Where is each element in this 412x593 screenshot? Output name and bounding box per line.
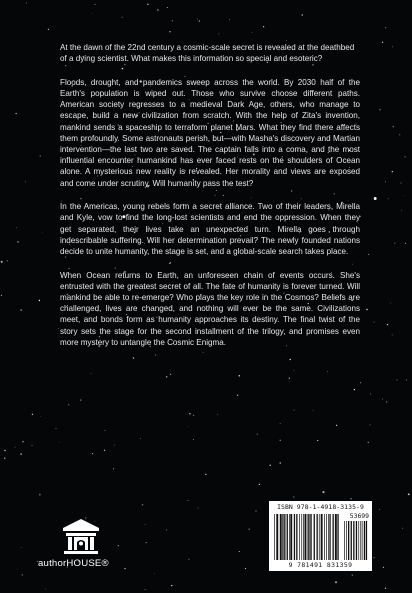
- star: [199, 20, 200, 21]
- barcode-bar: [337, 514, 338, 560]
- star: [245, 568, 246, 569]
- star: [172, 20, 173, 21]
- barcode-bar: [326, 514, 327, 560]
- star: [401, 210, 402, 211]
- star: [368, 254, 369, 255]
- star: [39, 494, 41, 496]
- star: [229, 19, 230, 20]
- barcode-bar: [289, 514, 290, 560]
- star: [68, 404, 69, 405]
- star: [31, 445, 32, 446]
- star: [286, 40, 287, 41]
- star: [387, 324, 388, 325]
- star: [280, 423, 281, 424]
- star: [193, 415, 194, 416]
- star: [39, 300, 40, 301]
- star: [302, 14, 303, 15]
- star: [197, 19, 198, 20]
- barcode-bar: [321, 514, 323, 560]
- barcode-addon-bar: [362, 521, 363, 560]
- star: [393, 126, 394, 127]
- star: [188, 500, 189, 501]
- star: [80, 399, 81, 400]
- star: [4, 457, 5, 458]
- isbn-label: ISBN 978-1-4918-3135-9: [277, 503, 364, 511]
- star: [239, 375, 240, 376]
- star: [170, 374, 171, 375]
- star: [59, 442, 60, 443]
- star: [140, 438, 141, 439]
- star: [21, 547, 22, 548]
- barcode-digits: 9 781491 831359: [288, 561, 353, 569]
- barcode-bar: [274, 514, 275, 560]
- star: [313, 410, 314, 411]
- barcode-bar: [299, 514, 300, 560]
- barcode-addon-bar: [346, 521, 347, 560]
- star: [382, 42, 383, 43]
- star: [366, 309, 367, 310]
- star: [48, 29, 49, 30]
- barcode-bar: [328, 514, 329, 560]
- star: [145, 524, 146, 525]
- blurb-paragraph-3: In the Americas, young rebels form a secret alliance. Two of their leaders, Mirella and Kyle, vow to find the long-lost scientists and end the oppression. When they get separated, their lives take an unexpected turn. Mirella goes through indescribable suffering. Will her determination prevail? The newly founded nations decide to unite humanity, the stage is set, and a global-scale search takes place.: [60, 202, 360, 257]
- star: [16, 227, 17, 228]
- star: [374, 557, 375, 558]
- star: [294, 370, 295, 371]
- barcode-bar: [294, 514, 295, 560]
- barcode-bar: [317, 514, 318, 560]
- star: [280, 462, 281, 463]
- star: [317, 440, 318, 441]
- price-code: 53699: [349, 512, 369, 520]
- star: [205, 474, 206, 475]
- star: [392, 171, 393, 172]
- star: [55, 428, 56, 429]
- star: [374, 197, 377, 200]
- star: [189, 413, 190, 414]
- star: [146, 542, 147, 543]
- star: [388, 198, 389, 199]
- star: [92, 453, 93, 454]
- star: [157, 9, 158, 10]
- barcode-addon-bar: [348, 521, 349, 560]
- star: [382, 399, 383, 400]
- star: [113, 468, 114, 469]
- star: [293, 496, 294, 497]
- star: [105, 430, 106, 431]
- star: [58, 328, 59, 329]
- barcode-addon-bar: [366, 521, 367, 560]
- star: [327, 371, 328, 372]
- star: [259, 484, 260, 485]
- star: [370, 424, 371, 425]
- star: [167, 7, 168, 8]
- star: [379, 109, 380, 110]
- barcode-bar: [303, 514, 304, 560]
- star: [385, 588, 386, 589]
- star: [154, 573, 155, 574]
- star: [104, 450, 105, 451]
- star: [114, 444, 115, 445]
- star: [94, 4, 95, 5]
- barcode-bar: [330, 514, 331, 560]
- barcode-addon-bar: [353, 521, 354, 560]
- blurb-paragraph-1: At the dawn of the 22nd century a cosmic-scale secret is revealed at the deathbed of a dying scientist. What makes this information so special and esoteric?: [60, 43, 355, 64]
- star: [280, 440, 281, 441]
- star: [90, 373, 91, 374]
- barcode-addon-bar: [360, 521, 361, 560]
- star: [394, 243, 395, 244]
- star: [399, 134, 400, 135]
- star: [336, 425, 337, 426]
- star: [374, 322, 375, 323]
- star: [142, 504, 143, 505]
- star: [383, 567, 384, 568]
- barcode-bar: [301, 514, 302, 560]
- star: [379, 560, 380, 561]
- star: [249, 529, 250, 530]
- barcode-bar: [308, 514, 309, 560]
- barcode-addon-bar: [358, 521, 359, 560]
- barcode-bar: [282, 514, 283, 560]
- star: [386, 401, 387, 402]
- star: [166, 530, 167, 531]
- barcode-addon-bar: [364, 521, 365, 560]
- star: [379, 509, 380, 510]
- star: [408, 493, 410, 495]
- authorhouse-logo-icon: [61, 518, 101, 555]
- star: [40, 416, 41, 417]
- star: [396, 379, 397, 380]
- star: [145, 589, 146, 590]
- star: [217, 414, 218, 415]
- star: [188, 426, 189, 427]
- star: [1, 295, 2, 296]
- star: [15, 113, 16, 114]
- star: [91, 14, 92, 15]
- star: [335, 581, 337, 583]
- star: [169, 31, 170, 32]
- star: [406, 379, 407, 380]
- star: [22, 441, 23, 442]
- star: [198, 507, 199, 508]
- star: [401, 182, 402, 183]
- star: [15, 447, 16, 448]
- blurb-paragraph-4: When Ocean returns to Earth, an unforeseen chain of events occurs. She's entrusted with the greatest secret of all. The fate of humanity is forever turned. Will mankind be able to re-emerge? Who plays the key role in the Cosmos? Beliefs are challenged, lives are changed, and nothing will ever be the same. Civilizations meet, and bonds form as humanity approaches its destiny. The final twist of the story sets the stage for the second installment of the trilogy, and promises even more mystery to untangle the Cosmic Enigma.: [60, 270, 360, 347]
- star: [193, 439, 194, 440]
- barcode-bar: [287, 514, 288, 560]
- star: [322, 491, 324, 493]
- star: [402, 528, 403, 529]
- star: [405, 243, 406, 244]
- star: [289, 377, 290, 378]
- star: [370, 394, 371, 395]
- barcode-bar: [296, 514, 297, 560]
- star: [255, 511, 256, 512]
- star: [252, 32, 253, 33]
- barcode-addon-bar: [351, 521, 352, 560]
- barcode-addon-bar: [356, 521, 357, 560]
- star: [263, 26, 264, 27]
- star: [166, 376, 167, 377]
- star: [385, 27, 386, 28]
- star: [21, 309, 22, 310]
- barcode-bar: [335, 514, 337, 560]
- barcode-bar: [309, 514, 310, 560]
- star: [257, 434, 258, 435]
- star: [385, 181, 386, 182]
- star: [360, 216, 361, 217]
- star: [171, 585, 172, 586]
- publisher-logo: [38, 518, 128, 574]
- star: [26, 2, 27, 3]
- star: [45, 589, 46, 590]
- star: [4, 450, 5, 451]
- star: [405, 156, 406, 157]
- star: [32, 414, 33, 415]
- barcode-bar: [284, 514, 285, 560]
- star: [294, 410, 295, 411]
- star: [392, 334, 393, 335]
- barcode-bars: [272, 513, 369, 561]
- barcode-bar: [333, 514, 334, 560]
- star: [25, 181, 26, 182]
- star: [390, 303, 391, 304]
- star: [360, 382, 361, 383]
- star: [147, 4, 148, 5]
- barcode-bar: [324, 514, 325, 560]
- star: [219, 34, 220, 35]
- barcode-bar: [290, 514, 292, 560]
- star: [270, 465, 271, 466]
- star: [122, 17, 123, 18]
- star: [17, 241, 18, 242]
- star: [7, 260, 8, 261]
- publisher-name: authorHOUSE®: [38, 558, 109, 569]
- star: [403, 195, 404, 196]
- star: [20, 453, 21, 454]
- star: [352, 575, 353, 576]
- star: [39, 155, 40, 156]
- star: [42, 232, 43, 233]
- barcode-addon-bar: [344, 521, 345, 560]
- barcode-bar: [305, 514, 307, 560]
- star: [354, 389, 355, 390]
- star: [188, 559, 189, 560]
- star: [350, 498, 351, 499]
- star: [239, 551, 240, 552]
- barcode-bar: [319, 514, 320, 560]
- star: [368, 442, 369, 443]
- star: [237, 395, 238, 396]
- barcode-bar: [314, 514, 315, 560]
- star: [392, 47, 393, 48]
- star: [1, 261, 3, 263]
- back-cover-blurb: [60, 42, 360, 360]
- blurb-paragraph-2: Floods, drought, and pandemics sweep across the world. By 2030 half of the Earth's population is wiped out. Those who survive choose different paths. American society regresses to a medieval Dark Age, others, who manage to escape, build a new civilization from scratch. With the help of Zita's invention, mankind sends a spaceship to terraform planet Mars. What they find there affects them profoundly. Some astronauts perish, but—with Masha's discovery and Martian intervention—the last two are saved. The captain falls into a coma, and the most influential encounter humankind has ever faced rests on the shoulders of Ocean alone. A mysterious new reality is revealed. Her morality and views are exposed and come under scrutiny. Will humanity pass the test?: [60, 77, 360, 188]
- barcode-bar: [276, 514, 278, 560]
- barcode-bar: [311, 514, 312, 560]
- isbn-barcode: [269, 501, 372, 571]
- star: [22, 574, 23, 575]
- barcode-bar: [280, 514, 282, 560]
